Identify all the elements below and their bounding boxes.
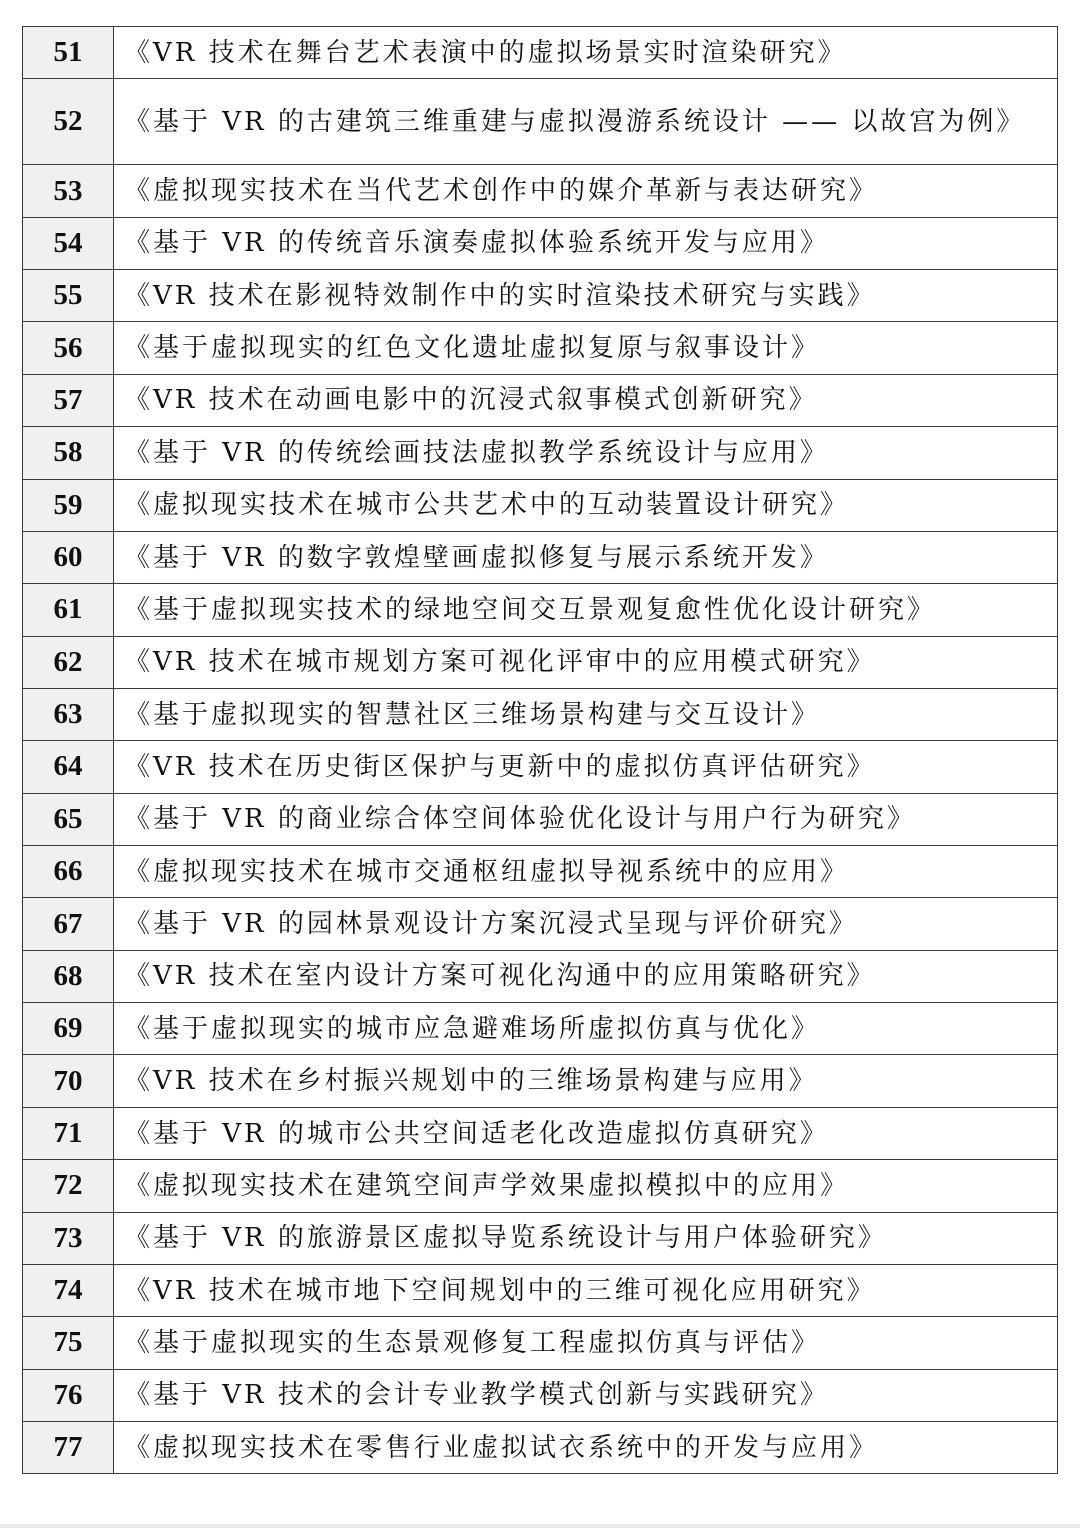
- topic-title: 《基于虚拟现实的城市应急避难场所虚拟仿真与优化》: [114, 1003, 1058, 1055]
- topic-title: 《基于虚拟现实的红色文化遗址虚拟复原与叙事设计》: [114, 322, 1058, 374]
- table-row: [23, 427, 1058, 479]
- topic-title: 《基于 VR 的旅游景区虚拟导览系统设计与用户体验研究》: [114, 1212, 1058, 1264]
- topic-title: 《基于虚拟现实的生态景观修复工程虚拟仿真与评估》: [114, 1317, 1058, 1369]
- table-row: [23, 898, 1058, 950]
- row-number: 73: [23, 1212, 114, 1264]
- topic-title: 《基于 VR 的园林景观设计方案沉浸式呈现与评价研究》: [114, 898, 1058, 950]
- table-row: [23, 27, 1058, 79]
- topic-title: 《基于 VR 的数字敦煌壁画虚拟修复与展示系统开发》: [114, 531, 1058, 583]
- topic-table-body: [23, 27, 1058, 1474]
- topic-title: 《VR 技术在影视特效制作中的实时渲染技术研究与实践》: [114, 270, 1058, 322]
- topic-title: 《基于 VR 的商业综合体空间体验优化设计与用户行为研究》: [114, 793, 1058, 845]
- row-number: 68: [23, 950, 114, 1002]
- table-row: [23, 217, 1058, 269]
- topic-title: 《虚拟现实技术在城市交通枢纽虚拟导视系统中的应用》: [114, 846, 1058, 898]
- row-number: 52: [23, 79, 114, 165]
- topic-title: 《VR 技术在室内设计方案可视化沟通中的应用策略研究》: [114, 950, 1058, 1002]
- table-row: [23, 950, 1058, 1002]
- row-number: 66: [23, 846, 114, 898]
- row-number: 72: [23, 1160, 114, 1212]
- topic-title: 《基于 VR 的古建筑三维重建与虚拟漫游系统设计 —— 以故宫为例》: [114, 79, 1058, 165]
- row-number: 76: [23, 1369, 114, 1421]
- table-row: [23, 1264, 1058, 1316]
- table-row: [23, 270, 1058, 322]
- topic-title: 《虚拟现实技术在当代艺术创作中的媒介革新与表达研究》: [114, 165, 1058, 217]
- row-number: 74: [23, 1264, 114, 1316]
- row-number: 77: [23, 1421, 114, 1473]
- table-row: [23, 846, 1058, 898]
- table-row: [23, 1317, 1058, 1369]
- row-number: 67: [23, 898, 114, 950]
- table-row: [23, 165, 1058, 217]
- topic-title: 《VR 技术在历史街区保护与更新中的虚拟仿真评估研究》: [114, 741, 1058, 793]
- row-number: 59: [23, 479, 114, 531]
- topic-title: 《基于虚拟现实技术的绿地空间交互景观复愈性优化设计研究》: [114, 584, 1058, 636]
- table-row: [23, 1055, 1058, 1107]
- row-number: 75: [23, 1317, 114, 1369]
- table-row: [23, 793, 1058, 845]
- topic-title: 《虚拟现实技术在城市公共艺术中的互动装置设计研究》: [114, 479, 1058, 531]
- table-row: [23, 636, 1058, 688]
- table-row: [23, 1212, 1058, 1264]
- page-bottom-band: [0, 1524, 1080, 1528]
- topic-title: 《虚拟现实技术在建筑空间声学效果虚拟模拟中的应用》: [114, 1160, 1058, 1212]
- table-row: [23, 688, 1058, 740]
- table-row: [23, 479, 1058, 531]
- table-row: [23, 79, 1058, 165]
- row-number: 61: [23, 584, 114, 636]
- table-row: [23, 584, 1058, 636]
- row-number: 70: [23, 1055, 114, 1107]
- topic-title: 《VR 技术在乡村振兴规划中的三维场景构建与应用》: [114, 1055, 1058, 1107]
- topic-title: 《VR 技术在城市地下空间规划中的三维可视化应用研究》: [114, 1264, 1058, 1316]
- row-number: 53: [23, 165, 114, 217]
- row-number: 56: [23, 322, 114, 374]
- topic-title: 《基于 VR 技术的会计专业教学模式创新与实践研究》: [114, 1369, 1058, 1421]
- table-row: [23, 322, 1058, 374]
- topic-title: 《VR 技术在城市规划方案可视化评审中的应用模式研究》: [114, 636, 1058, 688]
- row-number: 51: [23, 27, 114, 79]
- topic-title: 《基于 VR 的城市公共空间适老化改造虚拟仿真研究》: [114, 1107, 1058, 1159]
- topic-title: 《VR 技术在舞台艺术表演中的虚拟场景实时渲染研究》: [114, 27, 1058, 79]
- topic-title: 《基于 VR 的传统音乐演奏虚拟体验系统开发与应用》: [114, 217, 1058, 269]
- row-number: 63: [23, 688, 114, 740]
- table-row: [23, 1160, 1058, 1212]
- row-number: 54: [23, 217, 114, 269]
- row-number: 57: [23, 374, 114, 426]
- topic-title: 《基于虚拟现实的智慧社区三维场景构建与交互设计》: [114, 688, 1058, 740]
- row-number: 58: [23, 427, 114, 479]
- table-row: [23, 531, 1058, 583]
- row-number: 60: [23, 531, 114, 583]
- table-row: [23, 1003, 1058, 1055]
- row-number: 62: [23, 636, 114, 688]
- topic-title: 《VR 技术在动画电影中的沉浸式叙事模式创新研究》: [114, 374, 1058, 426]
- table-row: [23, 741, 1058, 793]
- row-number: 55: [23, 270, 114, 322]
- row-number: 65: [23, 793, 114, 845]
- row-number: 64: [23, 741, 114, 793]
- row-number: 69: [23, 1003, 114, 1055]
- topic-title: 《基于 VR 的传统绘画技法虚拟教学系统设计与应用》: [114, 427, 1058, 479]
- topic-title: 《虚拟现实技术在零售行业虚拟试衣系统中的开发与应用》: [114, 1421, 1058, 1473]
- row-number: 71: [23, 1107, 114, 1159]
- table-row: [23, 1421, 1058, 1473]
- table-row: [23, 1107, 1058, 1159]
- table-row: [23, 374, 1058, 426]
- table-row: [23, 1369, 1058, 1421]
- topic-table: [22, 26, 1058, 1474]
